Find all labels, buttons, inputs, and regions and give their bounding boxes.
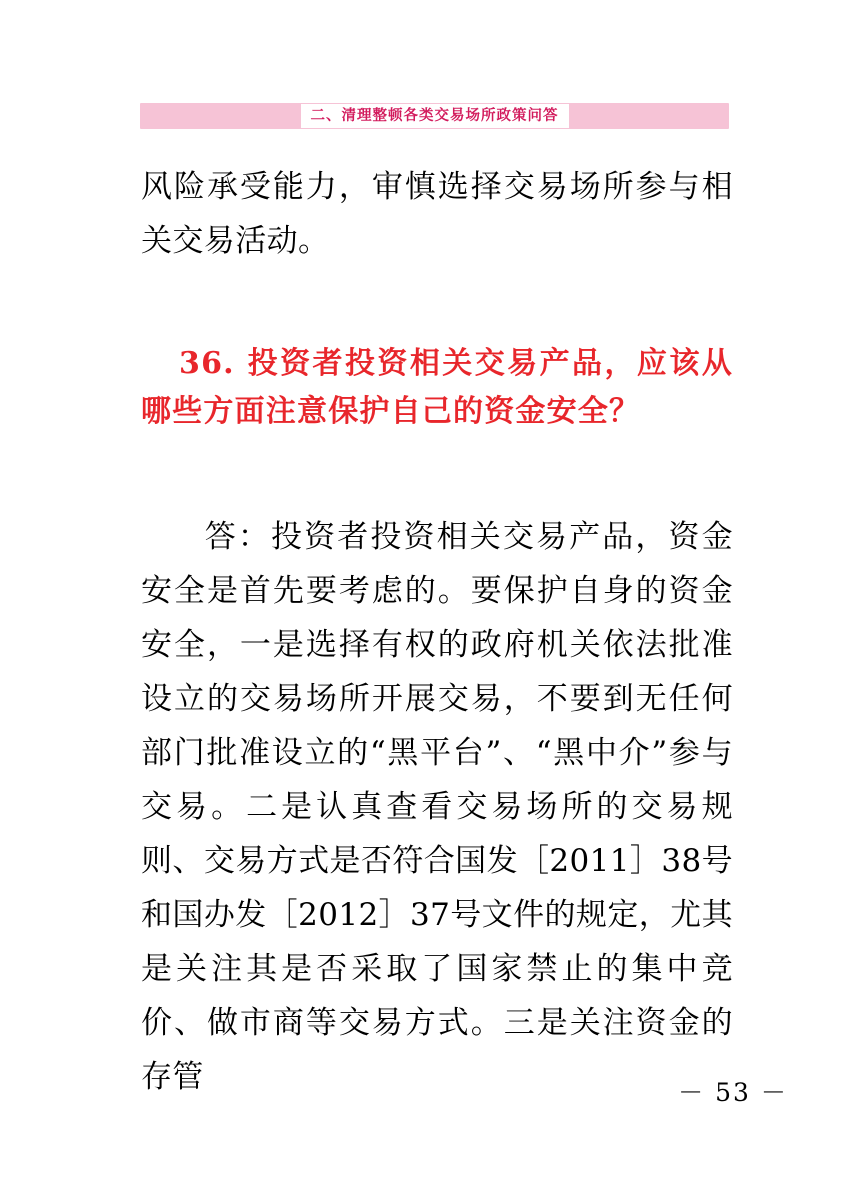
intro-paragraph: 风险承受能力，审慎选择交易场所参与相关交易活动。 [141, 169, 733, 259]
question-number: 36. [179, 346, 235, 381]
running-header [140, 103, 729, 129]
question-text: 投资者投资相关交易产品，应该从哪些方面注意保护自己的资金安全？ [141, 346, 733, 429]
answer-text: 答：投资者投资相关交易产品，资金安全是首先要考虑的。要保护自身的资金安全，一是选择有权的政府机关依法批准设立的交易场所开展交易，不要到无任何部门批准设立的“黑平台”、“黑中介”参与交易。二是认真查看交易场所的交易规则、交易方式是否符合国发［2011］38号和国办发［2012］37号文件的规定，尤其是关注其是否采取了国家禁止的集中竞价、做市商等交易方式。三是关注资金的存管 [141, 519, 733, 1095]
answer-paragraph [141, 510, 733, 1104]
page-number: － 53 － [678, 1078, 788, 1107]
running-header-title: 二、清理整顿各类交易场所政策问答 [301, 104, 569, 128]
page-content [141, 160, 733, 1104]
question-heading [141, 340, 733, 436]
